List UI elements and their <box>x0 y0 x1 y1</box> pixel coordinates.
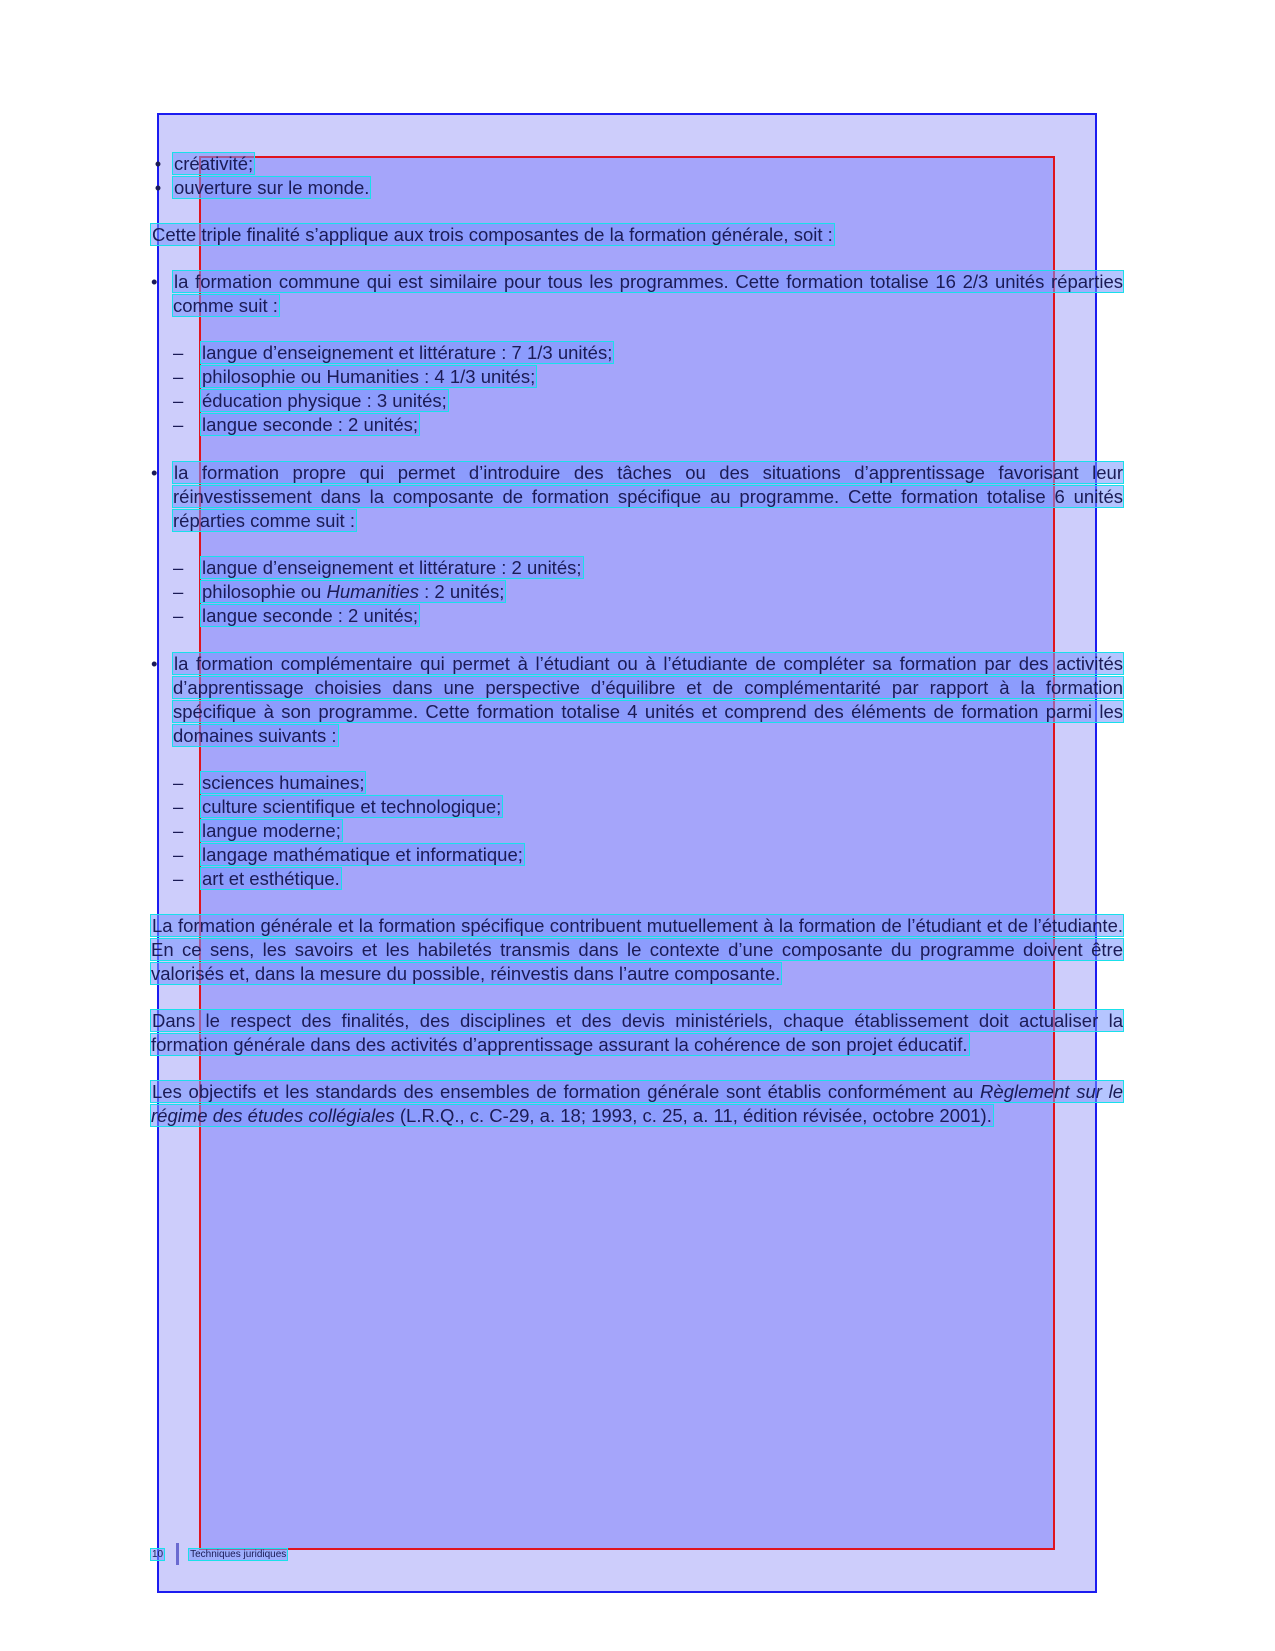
sub-list-item-text: langue d’enseignement et littérature : 2 unités; <box>202 557 582 578</box>
dash-icon: – <box>173 581 184 602</box>
formation-complementaire-text: la formation complémentaire qui permet à l’étudiant ou à l’étudiante de compléter sa formation par des activités d’apprentissage choisies dans une perspective d’équilibre et de complémentarité par rapport à la formation spécifique à son programme. Cette formation totalise 4 unités et comprend des éléments de formation parmi les domaines suivants : <box>173 653 1123 746</box>
bullet-icon: • <box>154 177 162 198</box>
dash-icon: – <box>173 868 184 889</box>
bullet-icon: • <box>151 653 158 674</box>
list-item <box>151 152 1123 176</box>
page-footer <box>151 1543 287 1565</box>
list-item-text: créativité; <box>174 153 254 174</box>
paragraph-text: Dans le respect des finalités, des disciplines et des devis ministériels, chaque établissement doit actualiser la formation générale dans des activités d’apprentissage assurant la cohérence de son projet éducatif. <box>151 1010 1123 1055</box>
paragraph-objectifs <box>151 1080 1123 1128</box>
intro-paragraph <box>151 223 1123 247</box>
sub-list-item-text: langue seconde : 2 unités; <box>202 414 418 435</box>
sub-list-item-text: langue seconde : 2 unités; <box>202 605 418 626</box>
sub-list-item-text: langue d’enseignement et littérature : 7 1/3 unités; <box>202 342 613 363</box>
dash-icon: – <box>173 390 184 411</box>
dash-icon: – <box>173 557 184 578</box>
dash-icon: – <box>173 844 184 865</box>
sub-list-item-text: philosophie ou Humanities : 4 1/3 unités; <box>202 366 536 387</box>
sub-list-item <box>151 795 1123 819</box>
dash-icon: – <box>173 772 184 793</box>
sub-list-item-text: culture scientifique et technologique; <box>202 796 502 817</box>
dash-icon: – <box>173 605 184 626</box>
footer-title: Techniques juridiques <box>190 1548 287 1560</box>
sub-list-item-text: art et esthétique. <box>202 868 340 889</box>
intro-text: Cette triple finalité s’applique aux trois composantes de la formation générale, soit : <box>152 224 833 245</box>
list-item-text: ouverture sur le monde. <box>174 177 370 198</box>
paragraph-contribuent <box>151 914 1123 986</box>
list-item-formation-commune <box>151 270 1123 318</box>
sub-list-item-text: sciences humaines; <box>202 772 365 793</box>
sub-list-item <box>151 580 1123 604</box>
list-item-formation-complementaire <box>151 652 1123 748</box>
formation-propre-text: la formation propre qui permet d’introduire des tâches ou des situations d’apprentissage favorisant leur réinvestissement dans la composante de formation spécifique au programme. Cette formation totalise 6 unités réparties comme suit : <box>173 462 1123 531</box>
sub-list-item <box>151 341 1123 365</box>
sub-list-item <box>151 389 1123 413</box>
page-number: 10 <box>152 1548 164 1560</box>
sub-list-item <box>151 556 1123 580</box>
document-body <box>151 152 1123 1128</box>
formation-commune-text: la formation commune qui est similaire pour tous les programmes. Cette formation totalise 16 2/3 unités réparties comme suit : <box>173 271 1123 316</box>
footer-divider <box>176 1543 179 1565</box>
regulation-title: Règlement sur le régime des études collégiales <box>151 1081 1124 1126</box>
bullet-icon: • <box>154 153 162 174</box>
bullet-icon: • <box>151 271 158 292</box>
sub-list-item <box>151 413 1123 437</box>
sub-list-item <box>151 604 1123 628</box>
sub-list-item <box>151 867 1123 891</box>
list-item-formation-propre <box>151 461 1123 533</box>
paragraph-respect <box>151 1009 1123 1057</box>
dash-icon: – <box>173 820 184 841</box>
sub-list-item-text: langue moderne; <box>202 820 341 841</box>
dash-icon: – <box>173 366 184 387</box>
sub-list-item <box>151 843 1123 867</box>
sub-list-item-text: éducation physique : 3 unités; <box>202 390 447 411</box>
sub-list-item <box>151 819 1123 843</box>
paragraph-text: Les objectifs et les standards des ensembles de formation générale sont établis conformément au Règlement sur le régime des études collégiales (L.R.Q., c. C-29, a. 18; 1993, c. 25, a. 11, édition révisée, octobre 2001). <box>151 1081 1124 1126</box>
paragraph-text: La formation générale et la formation spécifique contribuent mutuellement à la formation de l’étudiant et de l’étudiante. En ce sens, les savoirs et les habiletés transmis dans le contexte d’une composante du programme doivent être valorisés et, dans la mesure du possible, réinvestis dans l’autre composante. <box>151 915 1123 984</box>
dash-icon: – <box>173 414 184 435</box>
sub-list-item <box>151 771 1123 795</box>
dash-icon: – <box>173 342 184 363</box>
dash-icon: – <box>173 796 184 817</box>
sub-list-item <box>151 365 1123 389</box>
list-item <box>151 176 1123 200</box>
bullet-icon: • <box>151 462 158 483</box>
italic-term: Humanities <box>326 581 420 602</box>
sub-list-item-text: langage mathématique et informatique; <box>202 844 523 865</box>
sub-list-item-text: philosophie ou Humanities : 2 unités; <box>202 581 505 602</box>
